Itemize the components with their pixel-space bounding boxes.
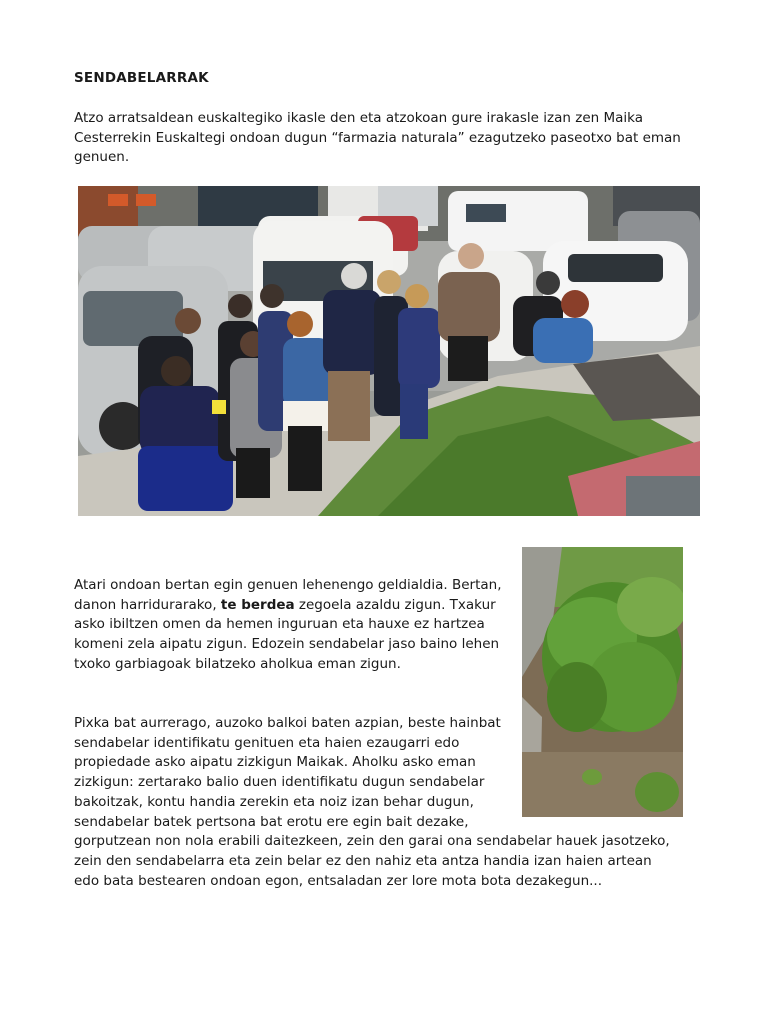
paragraph-balcony-stop <box>74 714 674 891</box>
paragraph-first-stop <box>74 576 504 675</box>
document-title: SENDABELARRAK <box>74 70 209 86</box>
text-wrap-spacer <box>506 714 674 822</box>
paragraph-first-stop-text-b: zegoela azaldu zigun. Txakur asko ibiltzen omen da hemen inguruan eta hauxe ez hartzea komeni zela aipatu zigun. Edozein sendabelar jaso baino lehen txoko garbiagoak bilatzeko aholkua eman zigun. <box>74 596 500 672</box>
group-photo <box>78 186 700 516</box>
paragraph-first-stop-text-a: Atari ondoan bertan egin genuen lehenengo geldialdia. Bertan, danon harridurarako, <box>74 577 502 613</box>
paragraph-balcony-stop-text: Pixka bat aurrerago, auzoko balkoi baten azpian, beste hainbat sendabelar identifikatu genituen eta haien ezaugarri edo propiedade asko aipatu zizkigun Maikak. Aholku asko eman zizkigun: zertarako balio duen identifikatu dugun sendabelar bakoitzak, kontu handia zerekin eta noiz izan behar dugun, sendabelar batek pertsona bat erotu ere egin bait dezake, gorputzean non nola erabili daitezkeen, zein den garai ona sendabelar hauek jasotzeko, zein den sendabelarra eta zein belar ez den nahiz eta antza handia izan haien artean edo bata bestearen ondoan egon, entsaladan zer lore mota bota dezakegun... <box>74 715 670 889</box>
intro-paragraph: Atzo arratsaldean euskaltegiko ikasle den eta atzokoan gure irakasle izan zen Maika Cesterrekin Euskaltegi ondoan dugun “farmazia naturala” ezagutzeko paseotxo bat eman genuen. <box>74 110 681 166</box>
highlight-te-berdea: te berdea <box>220 596 295 613</box>
